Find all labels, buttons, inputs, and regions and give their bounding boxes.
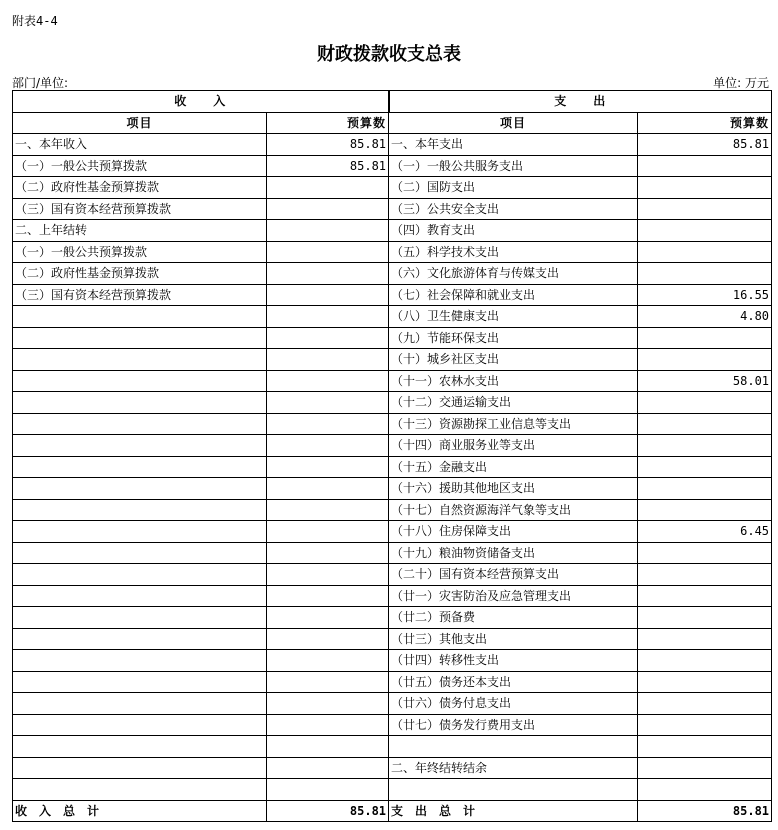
table-row xyxy=(13,456,772,478)
expense-value-cell xyxy=(638,177,772,199)
table-row xyxy=(13,155,772,177)
expense-value-cell xyxy=(638,757,772,779)
expense-value-cell xyxy=(638,585,772,607)
income-value-cell xyxy=(267,263,389,285)
income-item-cell: （二）政府性基金预算拨款 xyxy=(13,177,267,199)
income-value-cell xyxy=(267,779,389,801)
table-row xyxy=(13,628,772,650)
table-row xyxy=(13,263,772,285)
table-row xyxy=(13,779,772,801)
expense-value-cell xyxy=(638,671,772,693)
unit-label: 单位: 万元 xyxy=(713,76,769,90)
income-item-cell: （一）一般公共预算拨款 xyxy=(13,241,267,263)
table-row xyxy=(13,585,772,607)
income-value-cell xyxy=(267,521,389,543)
expense-item-col-header: 项目 xyxy=(389,112,638,134)
income-value-cell xyxy=(267,499,389,521)
expense-item-cell: 二、年终结转结余 xyxy=(389,757,638,779)
income-value-cell xyxy=(267,327,389,349)
budget-summary-table xyxy=(12,90,772,822)
income-value-cell xyxy=(267,757,389,779)
income-value-cell: 85.81 xyxy=(267,155,389,177)
expense-value-cell xyxy=(638,564,772,586)
table-row xyxy=(13,134,772,156)
expense-item-cell: （廿三）其他支出 xyxy=(389,628,638,650)
expense-item-cell: （十五）金融支出 xyxy=(389,456,638,478)
expense-item-cell: （二）国防支出 xyxy=(389,177,638,199)
expense-value-cell xyxy=(638,349,772,371)
expense-value-cell xyxy=(638,650,772,672)
income-item-cell xyxy=(13,306,267,328)
income-value-cell xyxy=(267,736,389,758)
table-row xyxy=(13,542,772,564)
expense-value-cell: 4.80 xyxy=(638,306,772,328)
income-item-cell xyxy=(13,693,267,715)
income-item-cell xyxy=(13,585,267,607)
table-row xyxy=(13,327,772,349)
expense-item-cell: （廿一）灾害防治及应急管理支出 xyxy=(389,585,638,607)
income-value-cell xyxy=(267,628,389,650)
table-row xyxy=(13,478,772,500)
expense-item-cell: （二十）国有资本经营预算支出 xyxy=(389,564,638,586)
income-item-cell xyxy=(13,521,267,543)
expense-item-cell: （十三）资源勘探工业信息等支出 xyxy=(389,413,638,435)
income-value-cell xyxy=(267,198,389,220)
income-item-cell xyxy=(13,349,267,371)
expense-value-cell xyxy=(638,220,772,242)
income-value-cell xyxy=(267,542,389,564)
expense-value-cell xyxy=(638,714,772,736)
expense-value-cell xyxy=(638,435,772,457)
income-value-cell xyxy=(267,370,389,392)
table-row xyxy=(13,349,772,371)
income-value-cell xyxy=(267,564,389,586)
expense-item-cell: （廿六）债务付息支出 xyxy=(389,693,638,715)
expense-value-cell xyxy=(638,779,772,801)
table-row xyxy=(13,370,772,392)
income-item-cell: （三）国有资本经营预算拨款 xyxy=(13,284,267,306)
income-value-cell xyxy=(267,714,389,736)
income-value-cell xyxy=(267,607,389,629)
expense-item-cell: （廿七）债务发行费用支出 xyxy=(389,714,638,736)
expense-value-cell xyxy=(638,736,772,758)
attachment-label: 附表4-4 xyxy=(12,14,58,28)
income-item-cell xyxy=(13,757,267,779)
income-item-cell xyxy=(13,736,267,758)
expense-value-cell xyxy=(638,456,772,478)
expense-header: 支 出 xyxy=(389,91,772,113)
income-item-cell: （一）一般公共预算拨款 xyxy=(13,155,267,177)
expense-value-cell xyxy=(638,198,772,220)
expense-value-cell xyxy=(638,607,772,629)
column-header-row xyxy=(13,112,772,134)
page-title: 财政拨款收支总表 xyxy=(317,44,461,65)
expense-value-cell xyxy=(638,241,772,263)
income-budget-col-header: 预算数 xyxy=(267,112,389,134)
table-row xyxy=(13,306,772,328)
department-label: 部门/单位: xyxy=(12,76,69,90)
section-header-row xyxy=(13,91,772,113)
expense-value-cell xyxy=(638,542,772,564)
income-value-cell xyxy=(267,650,389,672)
table-row xyxy=(13,284,772,306)
table-row xyxy=(13,714,772,736)
income-item-cell: （二）政府性基金预算拨款 xyxy=(13,263,267,285)
expense-value-cell: 6.45 xyxy=(638,521,772,543)
expense-item-cell: （六）文化旅游体育与传媒支出 xyxy=(389,263,638,285)
expense-item-cell xyxy=(389,736,638,758)
income-item-cell xyxy=(13,499,267,521)
income-total-value: 85.81 xyxy=(267,800,389,822)
income-value-cell xyxy=(267,693,389,715)
expense-item-cell: （十七）自然资源海洋气象等支出 xyxy=(389,499,638,521)
expense-item-cell: （廿五）债务还本支出 xyxy=(389,671,638,693)
expense-item-cell: （十四）商业服务业等支出 xyxy=(389,435,638,457)
income-value-cell xyxy=(267,392,389,414)
table-row xyxy=(13,198,772,220)
table-row xyxy=(13,413,772,435)
expense-item-cell: （十二）交通运输支出 xyxy=(389,392,638,414)
table-row xyxy=(13,521,772,543)
income-item-cell xyxy=(13,327,267,349)
expense-item-cell: （九）节能环保支出 xyxy=(389,327,638,349)
expense-item-cell: （四）教育支出 xyxy=(389,220,638,242)
table-row xyxy=(13,650,772,672)
income-value-cell xyxy=(267,349,389,371)
income-total-label: 收 入 总 计 xyxy=(13,800,267,822)
expense-item-cell: （一）一般公共服务支出 xyxy=(389,155,638,177)
table-row xyxy=(13,241,772,263)
expense-item-cell: （十八）住房保障支出 xyxy=(389,521,638,543)
income-item-cell xyxy=(13,435,267,457)
table-row xyxy=(13,564,772,586)
expense-total-value: 85.81 xyxy=(638,800,772,822)
table-row xyxy=(13,671,772,693)
income-item-cell: 一、本年收入 xyxy=(13,134,267,156)
expense-item-cell: （廿二）预备费 xyxy=(389,607,638,629)
income-item-cell: （三）国有资本经营预算拨款 xyxy=(13,198,267,220)
expense-item-cell: （廿四）转移性支出 xyxy=(389,650,638,672)
expense-value-cell xyxy=(638,628,772,650)
expense-value-cell: 85.81 xyxy=(638,134,772,156)
income-item-cell xyxy=(13,607,267,629)
income-item-cell xyxy=(13,478,267,500)
table-row xyxy=(13,435,772,457)
table-row xyxy=(13,607,772,629)
income-value-cell xyxy=(267,241,389,263)
income-item-cell xyxy=(13,456,267,478)
table-row xyxy=(13,757,772,779)
expense-value-cell xyxy=(638,478,772,500)
income-value-cell xyxy=(267,177,389,199)
income-item-cell xyxy=(13,564,267,586)
income-item-cell xyxy=(13,392,267,414)
income-item-cell xyxy=(13,671,267,693)
income-item-cell xyxy=(13,779,267,801)
table-row xyxy=(13,693,772,715)
expense-item-cell: （七）社会保障和就业支出 xyxy=(389,284,638,306)
expense-value-cell xyxy=(638,499,772,521)
expense-value-cell xyxy=(638,155,772,177)
expense-item-cell: （十九）粮油物资储备支出 xyxy=(389,542,638,564)
expense-value-cell: 58.01 xyxy=(638,370,772,392)
income-value-cell xyxy=(267,435,389,457)
table-row xyxy=(13,220,772,242)
income-item-cell xyxy=(13,628,267,650)
expense-value-cell: 16.55 xyxy=(638,284,772,306)
expense-item-cell: （十）城乡社区支出 xyxy=(389,349,638,371)
table-row xyxy=(13,499,772,521)
expense-value-cell xyxy=(638,263,772,285)
income-value-cell xyxy=(267,456,389,478)
expense-value-cell xyxy=(638,392,772,414)
income-header: 收 入 xyxy=(13,91,389,113)
income-item-cell xyxy=(13,413,267,435)
expense-value-cell xyxy=(638,327,772,349)
income-item-cell: 二、上年结转 xyxy=(13,220,267,242)
table-row xyxy=(13,177,772,199)
expense-item-cell: （三）公共安全支出 xyxy=(389,198,638,220)
expense-item-cell: （八）卫生健康支出 xyxy=(389,306,638,328)
expense-item-cell: （五）科学技术支出 xyxy=(389,241,638,263)
expense-value-cell xyxy=(638,693,772,715)
total-row xyxy=(13,800,772,822)
income-item-cell xyxy=(13,714,267,736)
income-value-cell xyxy=(267,671,389,693)
income-value-cell xyxy=(267,306,389,328)
income-item-cell xyxy=(13,370,267,392)
expense-item-cell: 一、本年支出 xyxy=(389,134,638,156)
expense-item-cell: （十六）援助其他地区支出 xyxy=(389,478,638,500)
income-value-cell xyxy=(267,220,389,242)
expense-budget-col-header: 预算数 xyxy=(638,112,772,134)
income-value-cell xyxy=(267,478,389,500)
expense-total-label: 支 出 总 计 xyxy=(389,800,638,822)
income-item-col-header: 项目 xyxy=(13,112,267,134)
expense-item-cell: （十一）农林水支出 xyxy=(389,370,638,392)
income-item-cell xyxy=(13,542,267,564)
income-item-cell xyxy=(13,650,267,672)
income-value-cell xyxy=(267,284,389,306)
income-value-cell xyxy=(267,585,389,607)
table-row xyxy=(13,736,772,758)
expense-item-cell xyxy=(389,779,638,801)
table-row xyxy=(13,392,772,414)
income-value-cell: 85.81 xyxy=(267,134,389,156)
expense-value-cell xyxy=(638,413,772,435)
income-value-cell xyxy=(267,413,389,435)
